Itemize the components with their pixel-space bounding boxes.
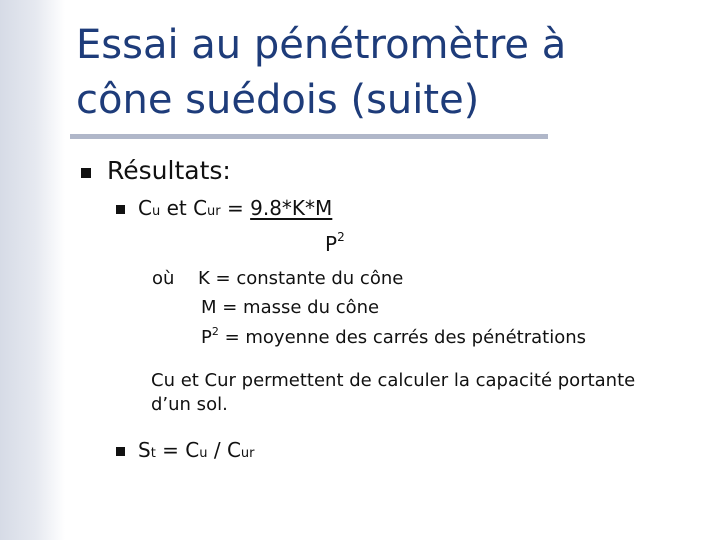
results-heading: Résultats: (107, 156, 231, 185)
st-subscript: t (150, 446, 156, 461)
equals-sign: = (220, 196, 251, 220)
p-symbol: P (201, 327, 212, 348)
st-cu-subscript: u (199, 446, 208, 461)
decorative-side-gradient (0, 0, 65, 540)
st-cur-subscript: ur (240, 446, 255, 461)
st-formula (138, 438, 255, 462)
cu-subscript: u (151, 204, 161, 219)
et-text: et C (160, 196, 208, 220)
denominator-exponent: 2 (337, 230, 345, 244)
cur-subscript: ur (207, 204, 221, 219)
note-line-1: Cu et Cur permettent de calculer la capacité portante (151, 370, 636, 391)
slide-title-line-2: cône suédois (suite) (76, 77, 480, 123)
square-bullet-icon (116, 447, 125, 456)
k-definition: K = constante du cône (198, 268, 404, 289)
title-underline-rule (70, 134, 548, 139)
cu-symbol: C (138, 196, 152, 220)
p-definition-text: = moyenne des carrés des pénétrations (218, 327, 586, 348)
note-line-2: d’un sol. (151, 394, 228, 415)
st-equals: = C (155, 438, 200, 462)
p-definition (201, 325, 586, 348)
slide-title (76, 18, 566, 128)
ou-label: où (152, 268, 175, 289)
m-definition: M = masse du cône (201, 297, 380, 318)
formula-numerator: 9.8*K*M (250, 196, 333, 220)
st-divide: / C (207, 438, 241, 462)
square-bullet-icon (81, 168, 91, 178)
slide-title-line-1: Essai au pénétromètre à (76, 22, 567, 68)
formula-denominator (325, 230, 345, 256)
denominator-p: P (325, 232, 338, 256)
st-symbol: S (138, 438, 151, 462)
p-exponent: 2 (211, 325, 219, 338)
square-bullet-icon (116, 205, 125, 214)
cu-formula (138, 196, 332, 220)
